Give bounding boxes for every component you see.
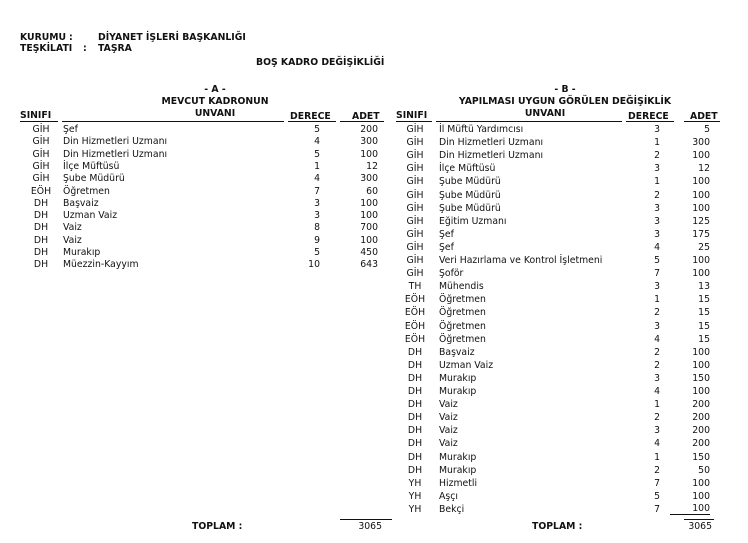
- row-sinif: GİH: [32, 173, 50, 185]
- row-sinif: GİH: [406, 176, 424, 188]
- row-adet: 100: [360, 210, 378, 222]
- row-sinif: TH: [408, 281, 422, 293]
- row-unvan: Vaiz: [439, 425, 458, 437]
- row-unvan: Müezzin-Kayyım: [63, 259, 139, 271]
- row-sinif: DH: [33, 259, 49, 271]
- row-unvan: Vaiz: [439, 412, 458, 424]
- row-derece: 1: [654, 294, 660, 306]
- section-a-col-derece-rule: [288, 121, 336, 122]
- row-sinif: YH: [408, 503, 422, 515]
- row-sinif: EÖH: [404, 294, 426, 306]
- row-derece: 3: [314, 197, 320, 209]
- section-a-title: MEVCUT KADRONUN: [161, 96, 269, 107]
- row-derece: 2: [654, 346, 660, 358]
- row-unvan: Öğretmen: [63, 185, 110, 197]
- row-sinif: DH: [407, 425, 423, 437]
- row-unvan: Din Hizmetleri Uzmanı: [439, 150, 544, 162]
- row-unvan: Aşçı: [439, 490, 458, 502]
- row-unvan: Şube Müdürü: [439, 189, 501, 201]
- row-sinif: GİH: [406, 189, 424, 201]
- row-adet: 100: [692, 477, 710, 489]
- row-derece: 7: [314, 185, 320, 197]
- row-derece: 2: [654, 412, 660, 424]
- table-row: [0, 477, 748, 490]
- row-derece: 3: [654, 320, 660, 332]
- section-a-col-sinifi: SINIFI: [20, 110, 52, 121]
- teskilat-separator: :: [83, 43, 87, 54]
- row-adet: 100: [692, 359, 710, 371]
- table-row: [0, 451, 748, 464]
- row-unvan: Şef: [63, 124, 78, 135]
- table-row: [0, 372, 748, 385]
- row-sinif: YH: [408, 490, 422, 502]
- row-derece: 3: [654, 215, 660, 227]
- row-derece: 2: [654, 307, 660, 319]
- section-a-col-adet: ADET: [352, 111, 380, 122]
- row-adet: 100: [692, 490, 710, 502]
- row-sinif: DH: [407, 451, 423, 463]
- row-sinif: EÖH: [404, 333, 426, 345]
- row-adet: 200: [360, 124, 378, 135]
- table-row: [0, 306, 748, 319]
- section-a-col-unvani-rule: [62, 121, 284, 122]
- row-sinif: GİH: [406, 150, 424, 162]
- row-sinif: DH: [33, 197, 49, 209]
- row-derece: 4: [654, 438, 660, 450]
- table-row: [0, 280, 748, 293]
- section-b-letter: - B -: [554, 84, 576, 95]
- table-row: [0, 464, 748, 477]
- row-adet: 643: [360, 259, 378, 271]
- row-sinif: EÖH: [404, 320, 426, 332]
- row-adet: 13: [698, 281, 710, 293]
- row-derece: 3: [654, 281, 660, 293]
- row-adet: 100: [692, 176, 710, 188]
- row-sinif: DH: [407, 464, 423, 476]
- row-unvan: Öğretmen: [439, 307, 486, 319]
- row-sinif: DH: [33, 234, 49, 246]
- table-row: [0, 437, 748, 450]
- table-row: [0, 149, 748, 162]
- page-title: BOŞ KADRO DEĞİŞİKLİĞİ: [256, 57, 385, 68]
- table-row: [0, 398, 748, 411]
- section-b-total-value: 3065: [688, 521, 712, 532]
- row-derece: 2: [654, 189, 660, 201]
- row-adet: 15: [698, 307, 710, 319]
- row-adet: 100: [692, 150, 710, 162]
- row-unvan: Murakıp: [63, 247, 101, 258]
- row-unvan: Eğitim Uzmanı: [439, 215, 507, 227]
- row-unvan: Bekçi: [439, 503, 465, 515]
- row-unvan: Din Hizmetleri Uzmanı: [63, 148, 168, 160]
- table-row: [0, 411, 748, 424]
- table-row: [0, 241, 748, 254]
- row-adet: 100: [670, 503, 710, 515]
- row-derece: 3: [654, 228, 660, 240]
- row-unvan: Din Hizmetleri Uzmanı: [439, 137, 544, 149]
- row-adet: 100: [692, 202, 710, 214]
- table-row: [0, 189, 748, 202]
- row-derece: 5: [654, 255, 660, 266]
- row-derece: 1: [654, 176, 660, 188]
- row-unvan: Şoför: [439, 268, 464, 280]
- kurum-value: DİYANET İŞLERİ BAŞKANLIĞI: [98, 32, 246, 43]
- row-derece: 3: [654, 163, 660, 175]
- row-sinif: EÖH: [404, 307, 426, 319]
- section-b-total-label: TOPLAM :: [532, 521, 583, 532]
- table-row: [0, 359, 748, 372]
- row-adet: 200: [692, 412, 710, 424]
- row-derece: 1: [654, 137, 660, 149]
- row-adet: 12: [698, 163, 710, 175]
- section-a-col-adet-rule: [340, 121, 384, 122]
- row-sinif: GİH: [406, 241, 424, 253]
- row-derece: 3: [654, 124, 660, 135]
- row-unvan: İlçe Müftüsü: [439, 163, 496, 175]
- row-adet: 100: [692, 386, 710, 397]
- section-b-col-derece-rule: [626, 121, 674, 122]
- section-a-letter: - A -: [204, 84, 226, 95]
- row-derece: 3: [314, 210, 320, 222]
- table-row: [0, 293, 748, 306]
- table-row: [0, 175, 748, 188]
- row-derece: 3: [654, 372, 660, 384]
- row-adet: 200: [692, 399, 710, 411]
- row-unvan: Öğretmen: [439, 320, 486, 332]
- row-adet: 150: [692, 451, 710, 463]
- row-sinif: GİH: [32, 124, 50, 135]
- row-unvan: Vaiz: [63, 222, 82, 234]
- row-sinif: DH: [33, 222, 49, 234]
- row-adet: 60: [366, 185, 378, 197]
- row-adet: 300: [360, 173, 378, 185]
- row-sinif: GİH: [406, 255, 424, 266]
- row-derece: 3: [654, 425, 660, 437]
- table-row: [0, 503, 748, 516]
- row-adet: 700: [360, 222, 378, 234]
- row-unvan: Murakıp: [439, 372, 477, 384]
- row-derece: 5: [314, 124, 320, 135]
- row-adet: 200: [692, 438, 710, 450]
- row-derece: 5: [314, 247, 320, 258]
- table-row: [0, 424, 748, 437]
- section-b-col-sinifi: SINIFI: [396, 110, 428, 121]
- row-unvan: Vaiz: [63, 234, 82, 246]
- row-sinif: GİH: [406, 137, 424, 149]
- row-derece: 4: [314, 136, 320, 148]
- table-row: [0, 490, 748, 503]
- section-a-total-value: 3065: [358, 521, 382, 532]
- row-sinif: GİH: [406, 215, 424, 227]
- row-unvan: Şube Müdürü: [439, 176, 501, 188]
- row-derece: 7: [654, 477, 660, 489]
- row-adet: 5: [704, 124, 710, 135]
- table-row: [0, 202, 748, 215]
- row-sinif: GİH: [406, 268, 424, 280]
- row-sinif: DH: [407, 372, 423, 384]
- row-sinif: GİH: [32, 148, 50, 160]
- table-row: [0, 346, 748, 359]
- row-unvan: Şube Müdürü: [63, 173, 125, 185]
- row-derece: 2: [654, 359, 660, 371]
- row-adet: 15: [698, 320, 710, 332]
- kurum-separator: :: [69, 32, 73, 43]
- row-sinif: DH: [407, 386, 423, 397]
- section-b-col-adet-rule: [684, 121, 720, 122]
- row-sinif: DH: [407, 412, 423, 424]
- row-unvan: İl Müftü Yardımcısı: [439, 124, 524, 135]
- row-adet: 150: [692, 372, 710, 384]
- row-unvan: Şef: [439, 228, 454, 240]
- row-derece: 4: [314, 173, 320, 185]
- table-row: [0, 215, 748, 228]
- row-derece: 4: [654, 386, 660, 397]
- row-derece: 1: [654, 451, 660, 463]
- row-unvan: Şef: [439, 241, 454, 253]
- table-row: [0, 254, 748, 267]
- teskilat-value: TAŞRA: [98, 43, 132, 54]
- row-derece: 5: [654, 490, 660, 502]
- row-derece: 4: [654, 241, 660, 253]
- row-derece: 7: [654, 503, 660, 515]
- row-unvan: Vaiz: [439, 438, 458, 450]
- row-unvan: İlçe Müftüsü: [63, 160, 120, 172]
- row-adet: 100: [692, 268, 710, 280]
- row-adet: 100: [360, 197, 378, 209]
- row-unvan: Mühendis: [439, 281, 484, 293]
- teskilat-label: TEŞKİLATI: [20, 43, 73, 54]
- row-adet: 25: [698, 241, 710, 253]
- section-b-col-derece: DERECE: [628, 111, 669, 122]
- row-adet: 100: [692, 255, 710, 266]
- row-unvan: Şube Müdürü: [439, 202, 501, 214]
- row-unvan: Uzman Vaiz: [63, 210, 118, 222]
- row-derece: 5: [314, 148, 320, 160]
- row-derece: 3: [654, 202, 660, 214]
- row-sinif: DH: [33, 210, 49, 222]
- row-derece: 1: [314, 160, 320, 172]
- row-adet: 12: [366, 160, 378, 172]
- section-b-col-adet: ADET: [690, 111, 718, 122]
- table-row: [0, 320, 748, 333]
- row-unvan: Uzman Vaiz: [439, 359, 494, 371]
- section-b-col-unvani-rule: [436, 121, 622, 122]
- row-sinif: GİH: [406, 124, 424, 135]
- row-unvan: Öğretmen: [439, 333, 486, 345]
- row-derece: 8: [314, 222, 320, 234]
- table-row: [0, 136, 748, 149]
- row-sinif: EÖH: [30, 185, 52, 197]
- row-unvan: Hizmetli: [439, 477, 478, 489]
- table-row: [0, 123, 748, 136]
- row-sinif: DH: [407, 359, 423, 371]
- row-sinif: DH: [407, 346, 423, 358]
- row-adet: 300: [692, 137, 710, 149]
- row-derece: 2: [654, 150, 660, 162]
- row-derece: 9: [314, 234, 320, 246]
- row-adet: 100: [692, 346, 710, 358]
- row-unvan: Başvaiz: [63, 197, 99, 209]
- row-derece: 4: [654, 333, 660, 345]
- row-unvan: Öğretmen: [439, 294, 486, 306]
- row-sinif: GİH: [32, 136, 50, 148]
- row-adet: 15: [698, 333, 710, 345]
- section-a-total-rule: [340, 519, 392, 520]
- section-a-col-derece: DERECE: [290, 111, 331, 122]
- row-sinif: YH: [408, 477, 422, 489]
- row-sinif: DH: [33, 247, 49, 258]
- table-row: [0, 385, 748, 398]
- row-unvan: Veri Hazırlama ve Kontrol İşletmeni: [439, 255, 603, 266]
- row-sinif: GİH: [406, 163, 424, 175]
- row-adet: 100: [360, 234, 378, 246]
- row-adet: 15: [698, 294, 710, 306]
- row-unvan: Başvaiz: [439, 346, 475, 358]
- row-unvan: Din Hizmetleri Uzmanı: [63, 136, 168, 148]
- row-unvan: Vaiz: [439, 399, 458, 411]
- row-unvan: Murakıp: [439, 386, 477, 397]
- row-derece: 10: [308, 259, 320, 271]
- table-row: [0, 162, 748, 175]
- section-a-col-sinifi-rule: [20, 121, 58, 122]
- row-sinif: GİH: [406, 202, 424, 214]
- kurum-label: KURUMU: [20, 32, 67, 43]
- section-b-total-rule: [684, 519, 714, 520]
- row-sinif: DH: [407, 399, 423, 411]
- row-derece: 1: [654, 399, 660, 411]
- section-b-title: YAPILMASI UYGUN GÖRÜLEN DEĞİŞİKLİK: [458, 96, 672, 107]
- row-derece: 2: [654, 464, 660, 476]
- table-row: [0, 267, 748, 280]
- row-sinif: GİH: [406, 228, 424, 240]
- row-adet: 200: [692, 425, 710, 437]
- row-adet: 50: [698, 464, 710, 476]
- row-unvan: Murakıp: [439, 464, 477, 476]
- row-adet: 100: [360, 148, 378, 160]
- row-sinif: DH: [407, 438, 423, 450]
- row-unvan: Murakıp: [439, 451, 477, 463]
- row-adet: 300: [360, 136, 378, 148]
- table-row: [0, 333, 748, 346]
- section-b-col-sinifi-rule: [396, 121, 432, 122]
- table-row: [0, 228, 748, 241]
- row-adet: 450: [360, 247, 378, 258]
- row-sinif: GİH: [32, 160, 50, 172]
- section-b-col-unvani: UNVANI: [524, 108, 566, 119]
- row-adet: 125: [692, 215, 710, 227]
- section-a-total-label: TOPLAM :: [192, 521, 243, 532]
- row-derece: 7: [654, 268, 660, 280]
- row-adet: 175: [692, 228, 710, 240]
- section-a-col-unvani: UNVANI: [194, 108, 236, 119]
- row-adet: 100: [692, 189, 710, 201]
